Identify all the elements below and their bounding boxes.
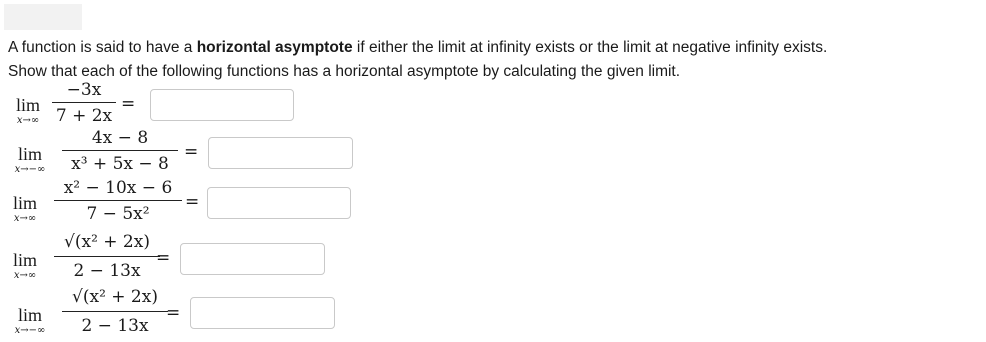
lim-label: lim <box>12 193 37 213</box>
limit-operator <box>8 251 42 281</box>
equals-sign: = <box>185 192 200 212</box>
fraction-bar <box>54 200 182 201</box>
intro-bold-term: horizontal asymptote <box>196 39 353 56</box>
limit-operator <box>8 145 52 175</box>
answer-input-3[interactable] <box>207 187 351 219</box>
numerator: 4x − 8 <box>91 128 149 148</box>
answer-input-5[interactable] <box>190 297 335 329</box>
lim-subscript: x→∞ <box>13 213 37 224</box>
intro-text <box>8 36 983 84</box>
fraction-bar <box>52 102 116 103</box>
limit-operator <box>8 306 52 336</box>
denominator: 2 − 13x <box>73 261 141 281</box>
fraction-bar <box>54 256 160 257</box>
lim-subscript: x→−∞ <box>14 164 46 175</box>
equals-sign: = <box>184 142 199 162</box>
numerator: √(x² + 2x) <box>72 287 158 307</box>
intro-line-1-start: A function is said to have a <box>8 39 197 56</box>
numerator: −3x <box>66 80 102 100</box>
denominator: 2 − 13x <box>81 316 149 336</box>
lim-subscript: x→∞ <box>16 115 40 126</box>
numerator: x² − 10x − 6 <box>63 178 173 198</box>
fraction <box>54 234 160 284</box>
intro-line-1 <box>8 36 983 60</box>
denominator: 7 + 2x <box>55 106 113 126</box>
numerator: √(x² + 2x) <box>64 232 150 252</box>
top-blank-box <box>4 4 82 30</box>
answer-input-4[interactable] <box>180 243 325 275</box>
fraction <box>54 180 182 226</box>
equals-sign: = <box>156 248 171 268</box>
denominator: 7 − 5x² <box>86 204 150 224</box>
lim-label: lim <box>12 250 37 270</box>
equals-sign: = <box>166 303 181 323</box>
intro-line-2: Show that each of the following functions has a horizontal asymptote by calculating the given limit. <box>8 63 681 80</box>
fraction <box>52 82 116 128</box>
lim-subscript: x→−∞ <box>14 325 46 336</box>
fraction <box>62 289 168 339</box>
lim-subscript: x→∞ <box>13 270 37 281</box>
limit-operator <box>8 96 48 126</box>
equals-sign: = <box>121 94 136 114</box>
answer-input-1[interactable] <box>150 89 294 121</box>
denominator: x³ + 5x − 8 <box>71 154 169 174</box>
intro-line-1-end: if either the limit at infinity exists or the limit at negative infinity exists. <box>352 39 828 56</box>
lim-label: lim <box>15 95 40 115</box>
fraction <box>62 130 178 176</box>
limit-operator <box>8 194 42 224</box>
fraction-bar <box>62 150 178 151</box>
fraction-bar <box>62 311 168 312</box>
lim-label: lim <box>17 305 42 325</box>
answer-input-2[interactable] <box>208 137 353 169</box>
lim-label: lim <box>17 144 42 164</box>
